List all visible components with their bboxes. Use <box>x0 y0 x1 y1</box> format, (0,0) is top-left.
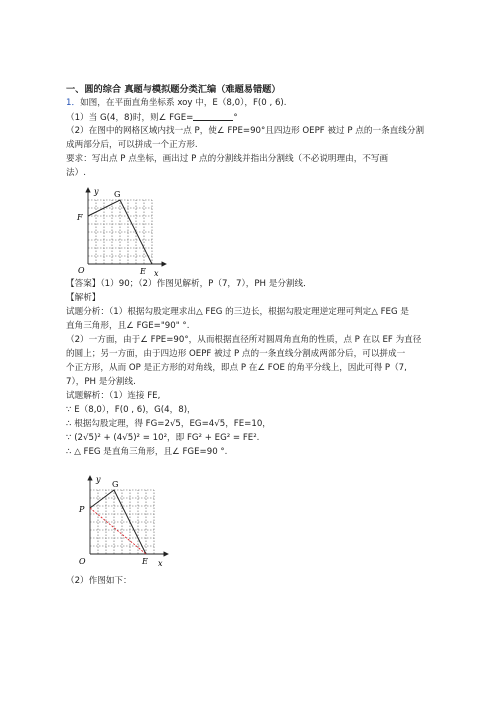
answer-line: 【答案】（1）90；（2）作图见解析，P（7，7），PH 是分割线． <box>66 279 312 289</box>
question-part2-line1: （2）在图中的网格区域内找一点 P，使∠ FPE=90°且四边形 OEPF 被过 P 点的一条直线分割 <box>66 126 425 136</box>
fig1-label-O: O <box>78 266 85 275</box>
solution-line4: ∵ (2√5)² + (4√5)² = 10²，即 FG² + EG² = FE². <box>66 433 260 443</box>
fig2-label-E: E <box>142 557 148 566</box>
fig2-label-y: y <box>96 475 101 484</box>
analysis-line1: 试题分析：（1）根据勾股定理求出△ FEG 的三边长，根据勾股定理逆定理可判定△ FEG 是 <box>66 307 409 317</box>
fig2-label-P: P <box>79 505 85 514</box>
solution-line1: 试题解析：（1）连接 FE, <box>66 391 161 401</box>
section-title: 一、圆的综合 真题与模拟题分类汇编（难题易错题） <box>66 84 281 95</box>
part2-drawing-caption: （2）作图如下： <box>66 576 132 586</box>
question-stem-text: 如图，在平面直角坐标系 xoy 中，E（8,0），F(0 , 6). <box>80 98 287 108</box>
fig2-label-O: O <box>79 557 86 566</box>
fig2-label-x: x <box>158 559 163 568</box>
fig1-label-x: x <box>154 269 159 276</box>
answer-blank <box>193 112 233 121</box>
figure2-coordinate-grid <box>76 472 176 572</box>
solution-line3: ∴ 根据勾股定理，得 FG=2√5，EG=4√5，FE=10， <box>66 419 271 429</box>
question-part2-line2: 成两部分后，可以拼成一个正方形. <box>66 140 198 150</box>
solution-line5: ∴ △ FEG 是直角三角形，且∠ FGE=90 °. <box>66 447 228 457</box>
requirement-line2: 法）. <box>66 168 86 178</box>
fig1-label-y: y <box>94 187 99 196</box>
analysis-line3: （2）一方面，由于∠ FPE=90°，从而根据直径所对圆周角直角的性质，点 P 在以 EF 为直径 <box>66 335 422 345</box>
analysis-line6: 7），PH 是分割线. <box>66 377 136 387</box>
question-part1 <box>66 112 238 124</box>
figure1-coordinate-grid <box>74 184 174 280</box>
part1-prefix: （1）当 G(4，8)时，则∠ FGE= <box>66 113 194 123</box>
analysis-heading: 【解析】 <box>66 293 101 303</box>
solution-line2: ∵ E（8,0），F(0 , 6)，G(4，8)， <box>66 405 196 415</box>
fig1-label-E: E <box>140 267 146 276</box>
fig2-label-G: G <box>112 480 119 489</box>
analysis-line4: 的圆上；另一方面，由于四边形 OEPF 被过 P 点的一条直线分割成两部分后，可以拼成一 <box>66 349 406 359</box>
requirement-line1: 要求：写出点 P 点坐标，画出过 P 点的分割线并指出分割线（不必说明理由，不写画 <box>66 154 389 164</box>
part1-suffix: ° <box>233 113 238 123</box>
fig1-label-F: F <box>77 213 83 222</box>
question-number: 1． <box>66 98 81 108</box>
analysis-line2: 直角三角形，且∠ FGE="90" °. <box>66 321 190 331</box>
fig1-label-G: G <box>114 190 121 199</box>
question-stem <box>66 98 287 109</box>
analysis-line5: 个正方形，从而 OP 是正方形的对角线，即点 P 在∠ FOE 的角平分线上，因此可得 P（7, <box>66 363 407 373</box>
